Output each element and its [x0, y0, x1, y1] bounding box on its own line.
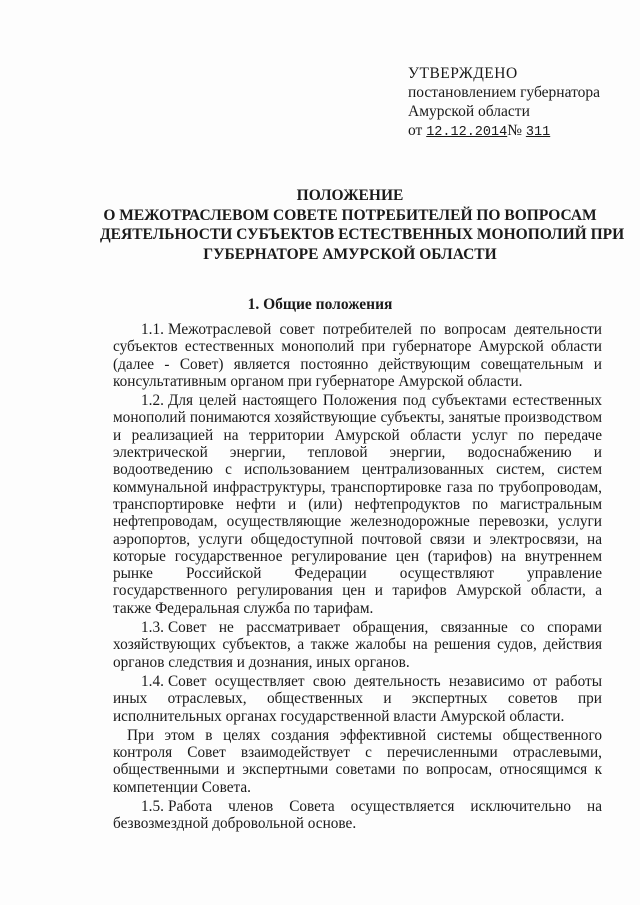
approval-stamp: [408, 64, 628, 142]
approval-number-sign: №: [507, 122, 523, 139]
paragraph-number: 1.4.: [141, 672, 164, 690]
paragraph: [113, 392, 602, 617]
paragraph-number: 1.1.: [141, 321, 164, 338]
paragraph-number: 1.2.: [141, 392, 164, 410]
paragraph: [113, 673, 602, 725]
paragraph: [113, 321, 602, 390]
paragraph-number: 1.5.: [141, 798, 164, 816]
approval-line-1: постановлением губернатора: [408, 84, 601, 101]
paragraph-text: Межотраслевой совет потребителей по вопросам деятельности субъектов естественных монополий при губернаторе Амурской области (далее - Совет) является постоянно действующим совещательным и консультативным органом при губернаторе Амурской области.: [113, 321, 602, 390]
paragraph: [113, 727, 602, 796]
title-line-1: ПОЛОЖЕНИЕ: [296, 187, 404, 204]
paragraph-number: 1.3.: [141, 619, 164, 637]
section-heading: 1. Общие положения: [247, 296, 393, 313]
approval-date: 12.12.2014: [426, 125, 508, 140]
paragraph-text: При этом в целях создания эффективной системы общественного контроля Совет взаимодействует с перечисленными отраслевыми, общественными и экспертными советами по вопросам, относящимся к компетенции Совета.: [113, 726, 602, 796]
approval-date-prefix: от: [408, 122, 423, 139]
paragraph-text: Совет не рассматривает обращения, связанные со спорами хозяйствующих субъектов, а также жалобы на решения судов, действия органов следствия и дознания, иных органов.: [113, 619, 602, 671]
paragraph-text: Для целей настоящего Положения под субъектами естественных монополий понимаются хозяйствующие субъекты, занятые производством и реализацией на территории Амурской области услуг по передаче электрической энергии, тепловой энергии, водоснабжению и водоотведению с использованием централизованных систем, систем коммунальной инфраструктуры, транспортировке газа по трубопроводам, транспортировке нефти и (или) нефтепродуктов по магистральным нефтепроводам, осуществляющие железнодорожные перевозки, услуги аэропортов, услуги общедоступной почтовой связи и электросвязи, на которые государственное регулирование цен (тарифов) на внутреннем рынке Российской Федерации осуществляют управление государственного регулирования цен и тарифов Амурской области, а также Федеральная служба по тарифам.: [113, 392, 602, 617]
paragraph-text: Работа членов Совета осуществляется исключительно на безвозмездной добровольной основе.: [113, 798, 602, 833]
approval-date-line: [408, 121, 628, 142]
title-line-2: О МЕЖОТРАСЛЕВОМ СОВЕТЕ ПОТРЕБИТЕЛЕЙ ПО ВОПРОСАМ: [103, 206, 597, 224]
title-line-4: ГУБЕРНАТОРЕ АМУРСКОЙ ОБЛАСТИ: [203, 245, 497, 263]
approval-number: 311: [525, 125, 551, 140]
approval-line-2: Амурской области: [408, 103, 530, 120]
section-body: [113, 321, 602, 835]
paragraph-text: Совет осуществляет свою деятельность независимо от работы иных отраслевых, общественных и экспертных советов при исполнительных органах государственной власти Амурской области.: [113, 672, 602, 725]
approval-heading: УТВЕРЖДЕНО: [408, 65, 518, 82]
paragraph: [113, 798, 602, 833]
title-line-3: ДЕЯТЕЛЬНОСТИ СУБЪЕКТОВ ЕСТЕСТВЕННЫХ МОНОПОЛИЙ ПРИ: [100, 226, 625, 243]
paragraph: [113, 619, 602, 671]
document-title: [100, 186, 625, 264]
